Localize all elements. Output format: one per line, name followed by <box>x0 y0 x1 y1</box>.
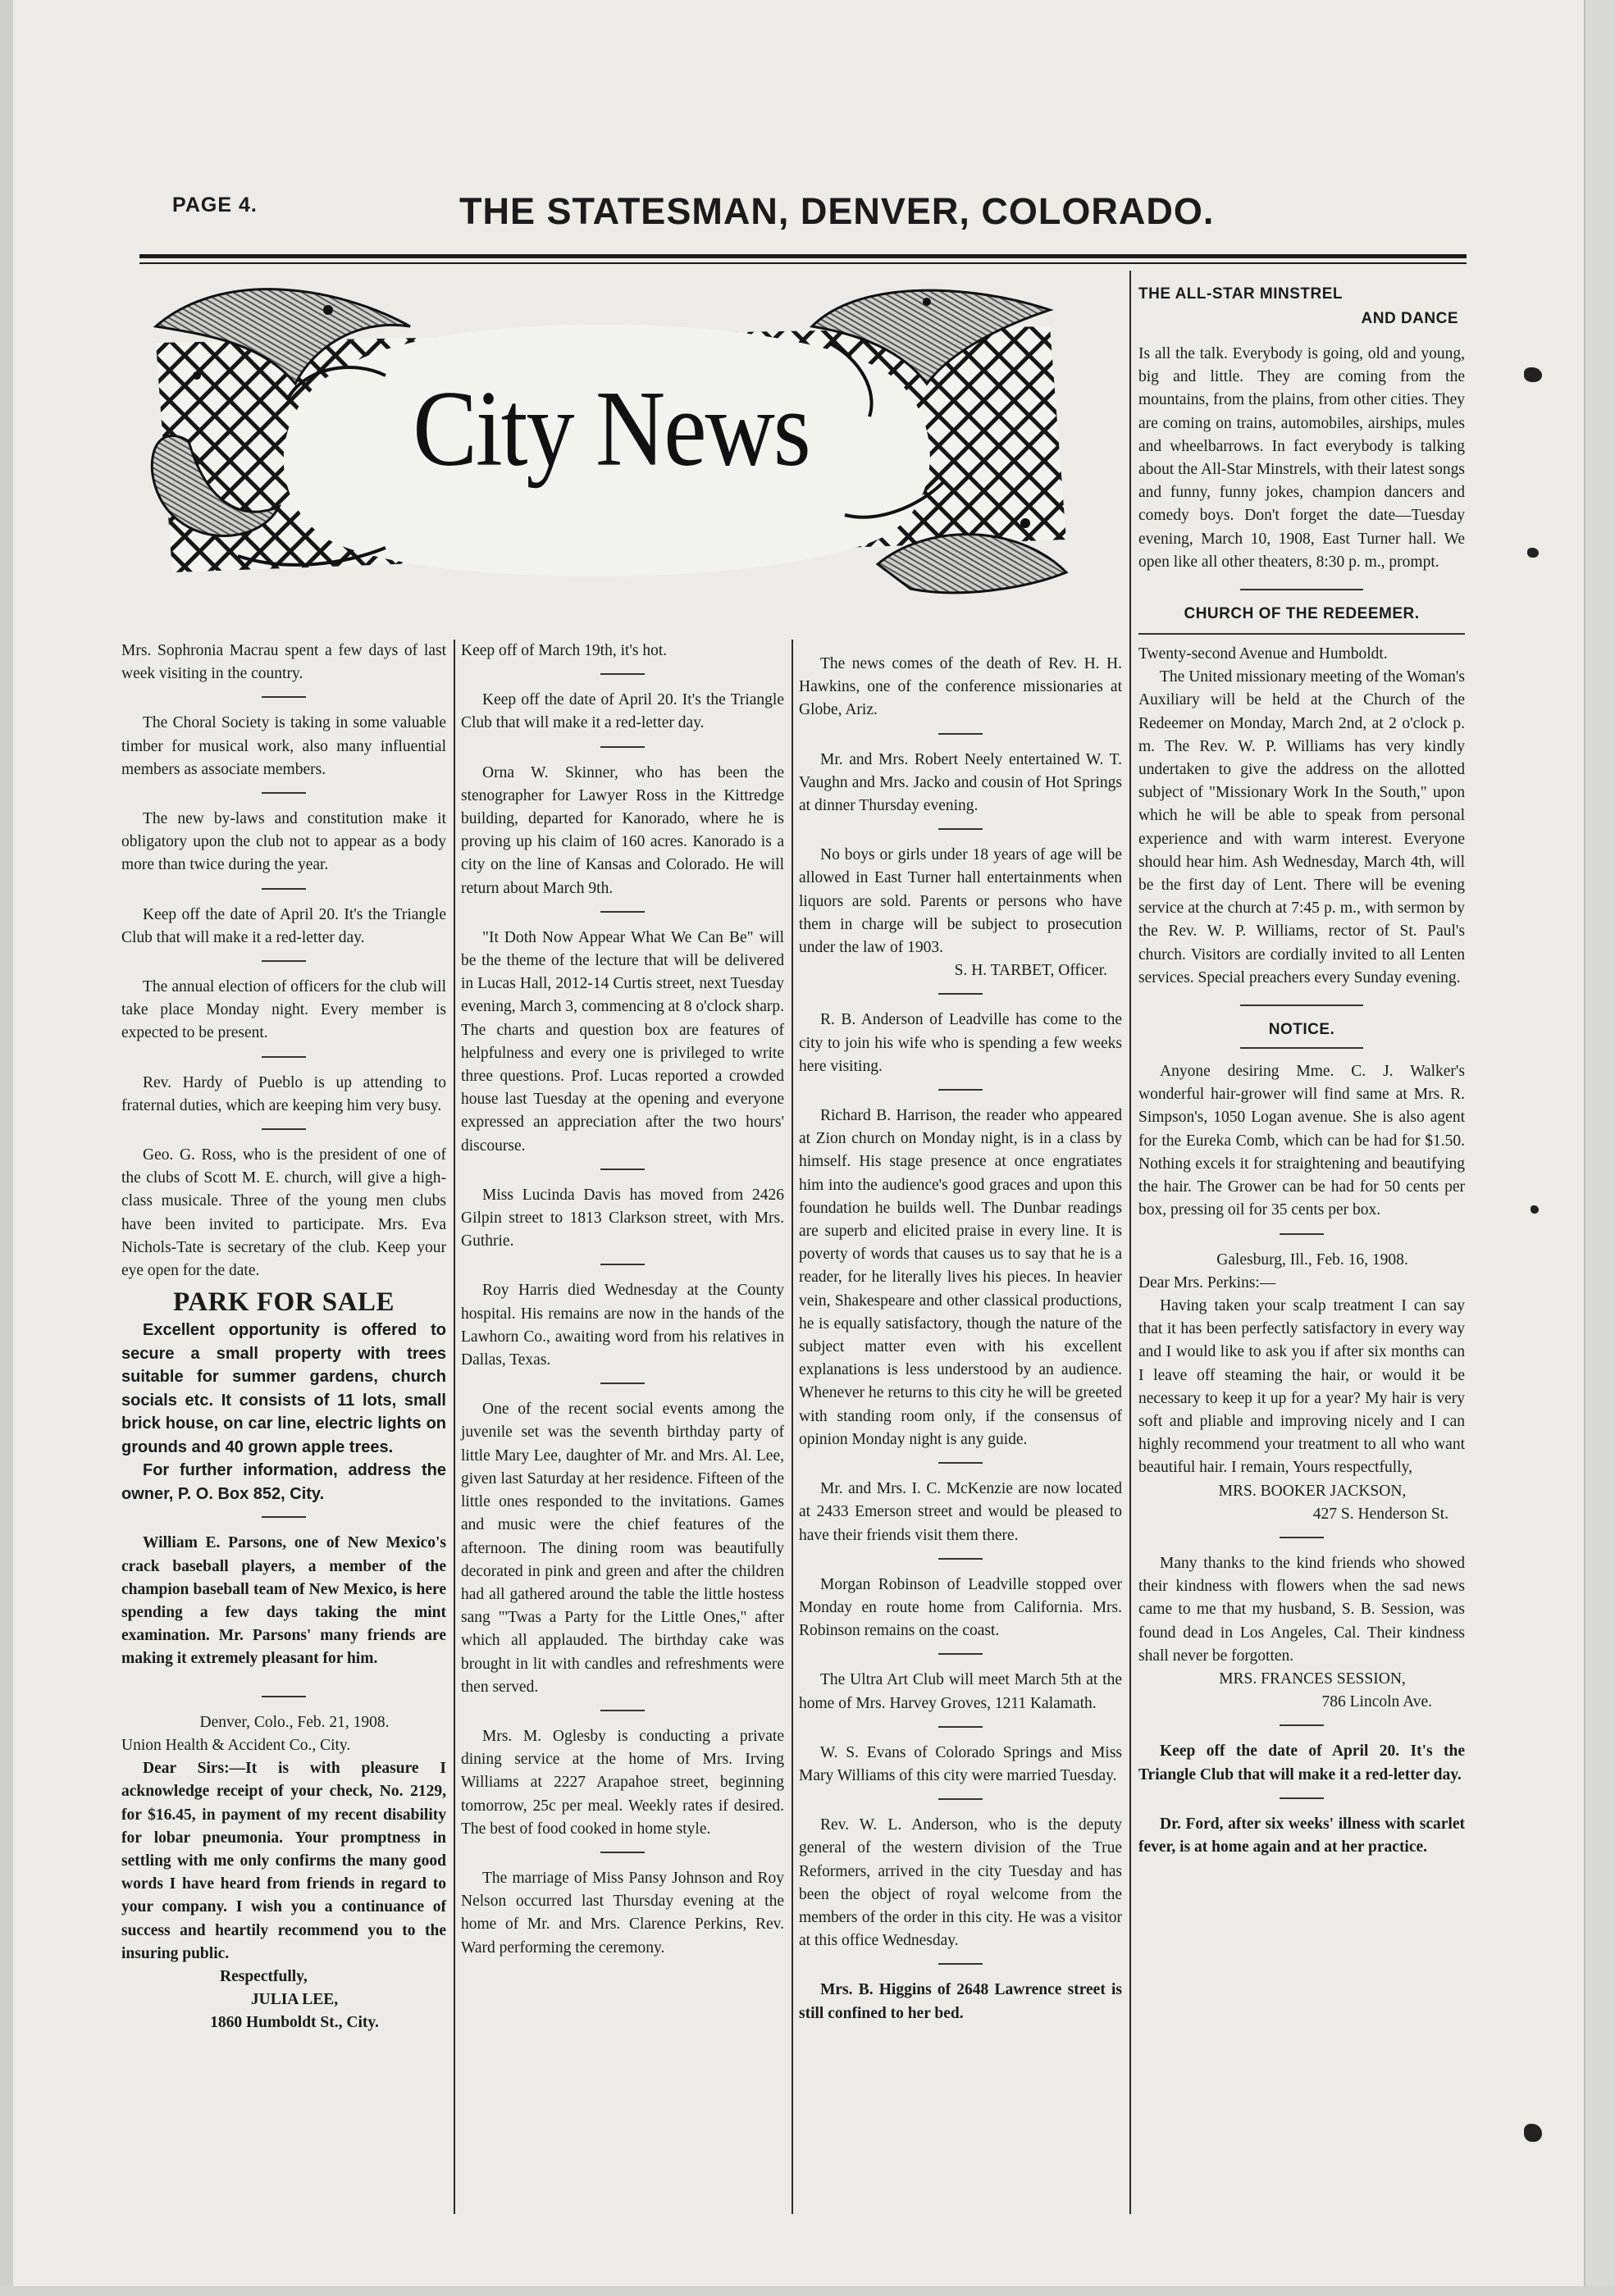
margin-ink-mark <box>1524 367 1542 382</box>
letter-date: Denver, Colo., Feb. 21, 1908. <box>199 1713 390 1731</box>
news-item: Keep off the date of April 20. It's the Triangle Club that will make it a red-letter day. <box>1138 1742 1465 1784</box>
letter-date: Galesburg, Ill., Feb. 16, 1908. <box>1216 1250 1408 1269</box>
news-item: Keep off of March 19th, it's hot. <box>461 642 668 659</box>
news-item: Mr. and Mrs. Robert Neely entertained W. T. Vaughn and Mrs. Jacko and cousin of Hot Springs at dinner Thursday evening. <box>799 750 1122 815</box>
church-heading: CHURCH OF THE REDEEMER. <box>1184 605 1420 623</box>
church-text: The United missionary meeting of the Woman's Auxiliary will be held at the Church of the Redeemer on Monday, March 2nd, at 2 o'clock p. m. The Rev. W. P. Williams has very kindly undertaken to give the address on the allotted subject of "Missionary Work In the South," upon which he will be able to speak from personal experience and with warm interest. Everyone should hear him. Ash Wednesday, March 4th, will be the first day of Lent. There will be evening service at the church at 7:45 p. m., with sermon by the Rev. W. P. Williams, rector of St. Paul's church. Visitors are cordially invited to all Lenten services. Special preachers every Sunday evening. <box>1138 668 1466 986</box>
margin-ink-mark <box>1531 1205 1539 1214</box>
column-divider-1 <box>454 640 455 2214</box>
church-address: Twenty-second Avenue and Humboldt. <box>1138 645 1388 663</box>
letter-salutation: Dear Mrs. Perkins:— <box>1138 1273 1276 1292</box>
thanks-address: 786 Lincoln Ave. <box>1321 1693 1432 1711</box>
news-item-bold <box>1138 1813 1465 1859</box>
news-item: R. B. Anderson of Leadville has come to the city to join his wife who is spending a few weeks here visiting. <box>799 1011 1122 1075</box>
news-item-bold <box>121 1532 446 1670</box>
letter-body-block <box>121 1757 446 2034</box>
news-item: Richard B. Harrison, the reader who appeared at Zion church on Monday night, is in a class by himself. His stage presence at once engratiates him into the audience's good graces and upon this foundation he builds well. The Dunbar readings are superb and elicited praise in every line. It is poverty of words that causes us to say that he is a reader, for he literally lives his pieces. In heavier vein, Shakespeare and other classical productions, he is equally satisfactory, though the nature of the subject matter even with his excellent explanations is less understood by an audience. Whenever he returns to this city he will be greeted with standing room only, if the consensus of opinion Monday night is any guide. <box>799 1107 1122 1448</box>
ad-text: For further information, address the owner, P. O. Box 852, City. <box>121 1461 446 1503</box>
ad-text: Excellent opportunity is offered to secure a small property with trees suitable for summer gardens, church socials etc. It consists of 11 lots, small brick house, on car line, electric lights on grounds and 40 grown apple trees. <box>121 1321 446 1456</box>
news-item: Orna W. Skinner, who has been the stenographer for Lawyer Ross in the Kittredge building, departed for Kanorado, where he is proving up his claim of 160 acres. Kanorado is a city on the line of Kansas and Colorado. He will return about March 9th. <box>461 763 784 897</box>
news-item-bold <box>799 1979 1122 2025</box>
notice-signature: S. H. TARBET, Officer. <box>954 962 1107 980</box>
margin-ink-mark <box>1527 548 1539 558</box>
news-item: Dr. Ford, after six weeks' illness with scarlet fever, is at home again and at her practice. <box>1138 1815 1465 1856</box>
column-3 <box>799 653 1122 2025</box>
masthead-rule-thick <box>139 254 1467 258</box>
column-divider-3 <box>1129 271 1131 2214</box>
letter-body: Dear Sirs:—It is with pleasure I acknowledge receipt of your check, No. 2129, for $16.45, in payment of my recent disability for lobar pneumonia. Your promptness in settling with me only confirms the many good words I have heard from friends in regard to your company. I wish you a continuance of success and heartily recommend you to the insuring public. <box>121 1760 446 1962</box>
news-item: Keep off the date of April 20. It's the Triangle Club that will make it a red-letter day. <box>121 905 446 946</box>
news-item-bold <box>1138 1740 1465 1786</box>
letter-signature: MRS. BOOKER JACKSON, <box>1218 1482 1407 1500</box>
masthead-rule-thin <box>139 262 1467 264</box>
news-item: Roy Harris died Wednesday at the County hospital. His remains are now in the hands of the Lawhorn Co., awaiting word from his relatives in Dallas, Texas. <box>461 1282 784 1369</box>
page-left-edge <box>0 0 13 2296</box>
banner-title: City News <box>413 368 810 489</box>
news-item: Mrs. M. Oglesby is conducting a private dining service at the home of Mrs. Irving Williams at 2227 Arapahoe street, beginning tomorrow, 25c per meal. Weekly rates if desired. The best of food cooked in home style. <box>461 1727 784 1838</box>
column-divider-2 <box>792 640 793 2214</box>
news-item: The new by-laws and constitution make it obligatory upon the club not to appear as a body more than twice during the year. <box>121 810 446 874</box>
column-1 <box>121 640 446 2035</box>
letter-address: 427 S. Henderson St. <box>1312 1505 1448 1523</box>
park-for-sale-heading: PARK FOR SALE <box>173 1287 395 1318</box>
news-item: The marriage of Miss Pansy Johnson and Roy Nelson occurred last Thursday evening at the home of Mr. and Mrs. Clarence Perkins, Rev. Ward performing the ceremony. <box>461 1869 784 1957</box>
news-item: Morgan Robinson of Leadville stopped over Monday en route home from California. Mrs. Robinson remains on the coast. <box>799 1575 1122 1640</box>
news-item: No boys or girls under 18 years of age will be allowed in East Turner hall entertainments when liquors are sold. Parents or persons who have them in charge will be subject to prosecution under the law of 1903. <box>799 846 1122 957</box>
page-right-edge <box>1584 0 1615 2296</box>
letter-signature: JULIA LEE, <box>250 1991 339 2009</box>
news-item: Keep off the date of April 20. It's the Triangle Club that will make it a red-letter day. <box>461 691 784 732</box>
news-item: Mrs. Sophronia Macrau spent a few days of last week visiting in the country. <box>121 642 446 683</box>
masthead: THE STATESMAN, DENVER, COLORADO. <box>459 190 1215 232</box>
minstrel-text: Is all the talk. Everybody is going, old and young, big and little. They are coming from the mountains, from the plains, from other cities. They are coming on trains, automobiles, airships, mules and wheelbarrows. In fact everybody is talking about the All-Star Minstrels, with their latest songs and funny, funny jokes, champion dancers and comedy boys. Don't forget the date—Tuesday evening, March 10, 1908, East Turner hall. We open like all other theaters, 8:30 p. m., prompt. <box>1138 345 1465 571</box>
news-item: One of the recent social events among the juvenile set was the seventh birthday party of little Mary Lee, daughter of Mr. and Mrs. Al. Lee, given last Saturday at her residence. Fifteen of the little ones responded to the invitations. Games and music were the chief features of the afternoon. The dining room was beautifully decorated in pink and green and after the children had all gathered around the table the little hostess sang "'Twas a Party for the Little Ones," after which all applauded. The birthday cake was brought in lit with candles and refreshments were then served. <box>461 1401 784 1696</box>
column-2 <box>461 640 784 1960</box>
news-item: Mr. and Mrs. I. C. McKenzie are now located at 2433 Emerson street and would be pleased to have their friends visit them there. <box>799 1480 1122 1544</box>
minstrel-heading: THE ALL-STAR MINSTREL <box>1138 285 1344 303</box>
margin-ink-mark <box>1524 2124 1542 2142</box>
park-for-sale-ad <box>121 1319 446 1506</box>
news-item: W. S. Evans of Colorado Springs and Miss Mary Williams of this city were married Tuesday. <box>799 1743 1122 1784</box>
news-item: William E. Parsons, one of New Mexico's crack baseball players, a member of the champion baseball team of New Mexico, is here spending a few days taking the mint examination. Mr. Parsons' many friends are making it extremely pleasant for him. <box>121 1534 446 1668</box>
news-item: Rev. W. L. Anderson, who is the deputy general of the western division of the True Reformers, arrived in the city Tuesday and has been the object of royal welcome from the members of the order in this city. He was a visitor at this office Wednesday. <box>799 1816 1122 1950</box>
city-news-banner <box>139 277 1083 605</box>
news-item: Geo. G. Ross, who is the president of one of the clubs of Scott M. E. church, will give a high-class musicale. Three of the young men clubs have been invited to participate. Mrs. Eva Nichols-Tate is secretary of the club. Keep your eye open for the date. <box>121 1146 446 1280</box>
news-item: The news comes of the death of Rev. H. H. Hawkins, one of the conference missionaries at Globe, Ariz. <box>799 655 1122 719</box>
letter-recipient: Union Health & Accident Co., City. <box>121 1736 351 1754</box>
letter-body: Having taken your scalp treatment I can say that it has been perfectly satisfactory in every way and I would like to ask you if after six months can I leave off steaming the hair, or would it be necessary to keep it up for a year? My hair is very soft and pliable and improving nicely and I can highly recommend your treatment to all who want beautiful hair. I remain, Yours respectfully, <box>1138 1296 1465 1477</box>
page-bottom-edge <box>0 2286 1615 2296</box>
letter-address: 1860 Humboldt St., City. <box>210 2014 379 2032</box>
news-item: The Ultra Art Club will meet March 5th at the home of Mrs. Harvey Groves, 1211 Kalamath. <box>799 1671 1122 1712</box>
news-item: The Choral Society is taking in some valuable timber for musical work, also many influential members as associate members. <box>121 714 446 778</box>
news-item: "It Doth Now Appear What We Can Be" will be the theme of the lecture that will be delivered in Lucas Hall, 2012-14 Curtis street, next Tuesday evening, March 3, commencing at 8 o'clock sharp. The charts and question box are features of helpfulness and every one is privileged to write three questions. Prof. Lucas reported a crowded house last Tuesday at the opening and everyone expressed an appreciation after the two hours' discourse. <box>461 928 784 1155</box>
minstrel-heading-line-2: AND DANCE <box>1361 310 1458 327</box>
news-item: Rev. Hardy of Pueblo is up attending to fraternal duties, which are keeping him very busy. <box>121 1073 446 1114</box>
notice-text: Anyone desiring Mme. C. J. Walker's wonderful hair-grower will find same at Mrs. R. Simpson's, 1050 Logan avenue. She is also agent for the Eureka Comb, which can be had for $1.50. Nothing excels it for straightening and beautifying the hair. The Grower can be had for 50 cents per box, pressing oil for 35 cents per box. <box>1138 1063 1465 1219</box>
news-item: The annual election of officers for the club will take place Monday night. Every member is expected to be present. <box>121 978 446 1042</box>
news-item: Mrs. B. Higgins of 2648 Lawrence street is still confined to her bed. <box>799 1981 1122 2022</box>
letter-close: Respectfully, <box>220 1967 308 1985</box>
thanks-signature: MRS. FRANCES SESSION, <box>1219 1670 1406 1688</box>
thanks-text: Many thanks to the kind friends who showed their kindness with flowers when the sad news came to me that my husband, S. B. Session, was found dead in Los Angeles, Cal. Their kindness shall never be forgotten. <box>1138 1554 1465 1665</box>
page-number: PAGE 4. <box>172 194 258 216</box>
news-item: Miss Lucinda Davis has moved from 2426 Gilpin street to 1813 Clarkson street, with Mrs. Guthrie. <box>461 1186 784 1250</box>
notice-heading: NOTICE. <box>1268 1021 1335 1039</box>
column-4 <box>1138 282 1465 1859</box>
